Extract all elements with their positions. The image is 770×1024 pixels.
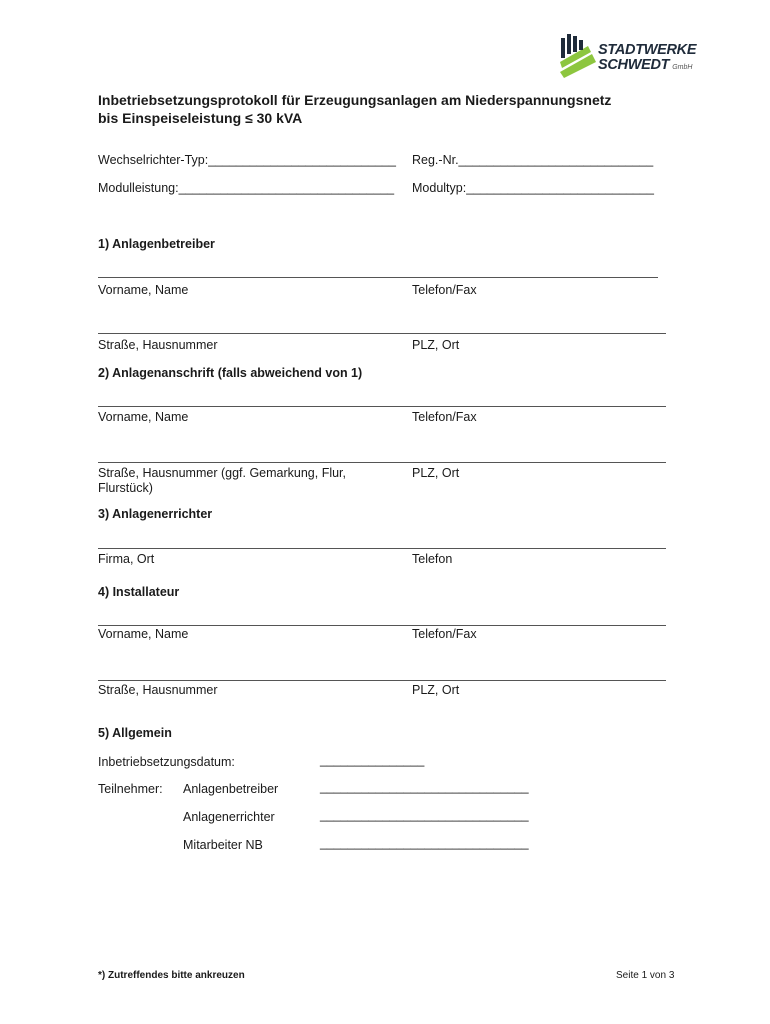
section4-city-label: PLZ, Ort [412, 683, 460, 697]
section4-phone-label: Telefon/Fax [412, 627, 477, 641]
section2-line1[interactable] [98, 406, 666, 407]
company-logo [558, 32, 708, 78]
section2-street-label: Straße, Hausnummer (ggf. Gemarkung, Flur, Flurstück) [98, 466, 347, 495]
section2-phone-label: Telefon/Fax [412, 410, 477, 424]
footer-note: *) Zutreffendes bitte ankreuzen [98, 970, 245, 981]
page-number: Seite 1 von 3 [616, 970, 675, 981]
logo-suffix: GmbH [672, 64, 693, 71]
participant-installer-field[interactable]: ______________________________ [320, 808, 529, 822]
section3-line1[interactable] [98, 548, 666, 549]
wechselrichter-field[interactable]: Wechselrichter-Typ:___________________________ [98, 153, 396, 167]
participant-operator-label: Anlagenbetreiber [183, 782, 279, 796]
logo-line2: SCHWEDT [598, 57, 670, 73]
regnr-field[interactable]: Reg.-Nr.____________________________ [412, 153, 654, 167]
section4-line2[interactable] [98, 680, 666, 681]
logo-mark-icon [558, 32, 598, 78]
document-title [98, 91, 698, 127]
section2-line2[interactable] [98, 462, 666, 463]
participant-nb-field[interactable]: ______________________________ [320, 836, 529, 850]
participants-label: Teilnehmer: [98, 782, 163, 796]
participant-operator-field[interactable]: ______________________________ [320, 780, 529, 794]
modulleistung-field[interactable]: Modulleistung:_______________________________ [98, 181, 395, 195]
participant-nb-label: Mitarbeiter NB [183, 838, 263, 852]
section2-heading: 2) Anlagenanschrift (falls abweichend von 1) [98, 366, 363, 380]
section1-name-label: Vorname, Name [98, 283, 189, 297]
title-line1: Inbetriebsetzungsprotokoll für Erzeugungsanlagen am Niederspannungsnetz [98, 92, 612, 108]
section4-name-label: Vorname, Name [98, 627, 189, 641]
section4-line1[interactable] [98, 625, 666, 626]
date-label: Inbetriebsetzungsdatum: [98, 755, 235, 769]
date-field[interactable]: _______________ [320, 753, 425, 767]
section1-city-label: PLZ, Ort [412, 338, 460, 352]
section2-city-label: PLZ, Ort [412, 466, 460, 480]
section4-heading: 4) Installateur [98, 585, 180, 599]
section3-phone-label: Telefon [412, 552, 453, 566]
section1-line2[interactable] [98, 333, 666, 334]
participant-installer-label: Anlagenerrichter [183, 810, 275, 824]
logo-line1: STADTWERKE [598, 42, 697, 58]
title-line2: bis Einspeiseleistung ≤ 30 kVA [98, 110, 303, 126]
section3-company-label: Firma, Ort [98, 552, 155, 566]
logo-wordmark [598, 43, 696, 75]
section1-phone-label: Telefon/Fax [412, 283, 477, 297]
section1-line1[interactable] [98, 277, 658, 278]
section1-heading: 1) Anlagenbetreiber [98, 237, 215, 251]
section2-name-label: Vorname, Name [98, 410, 189, 424]
section4-street-label: Straße, Hausnummer [98, 683, 218, 697]
modultyp-field[interactable]: Modultyp:___________________________ [412, 181, 654, 195]
section3-heading: 3) Anlagenerrichter [98, 507, 213, 521]
section1-street-label: Straße, Hausnummer [98, 338, 218, 352]
section5-heading: 5) Allgemein [98, 726, 172, 740]
